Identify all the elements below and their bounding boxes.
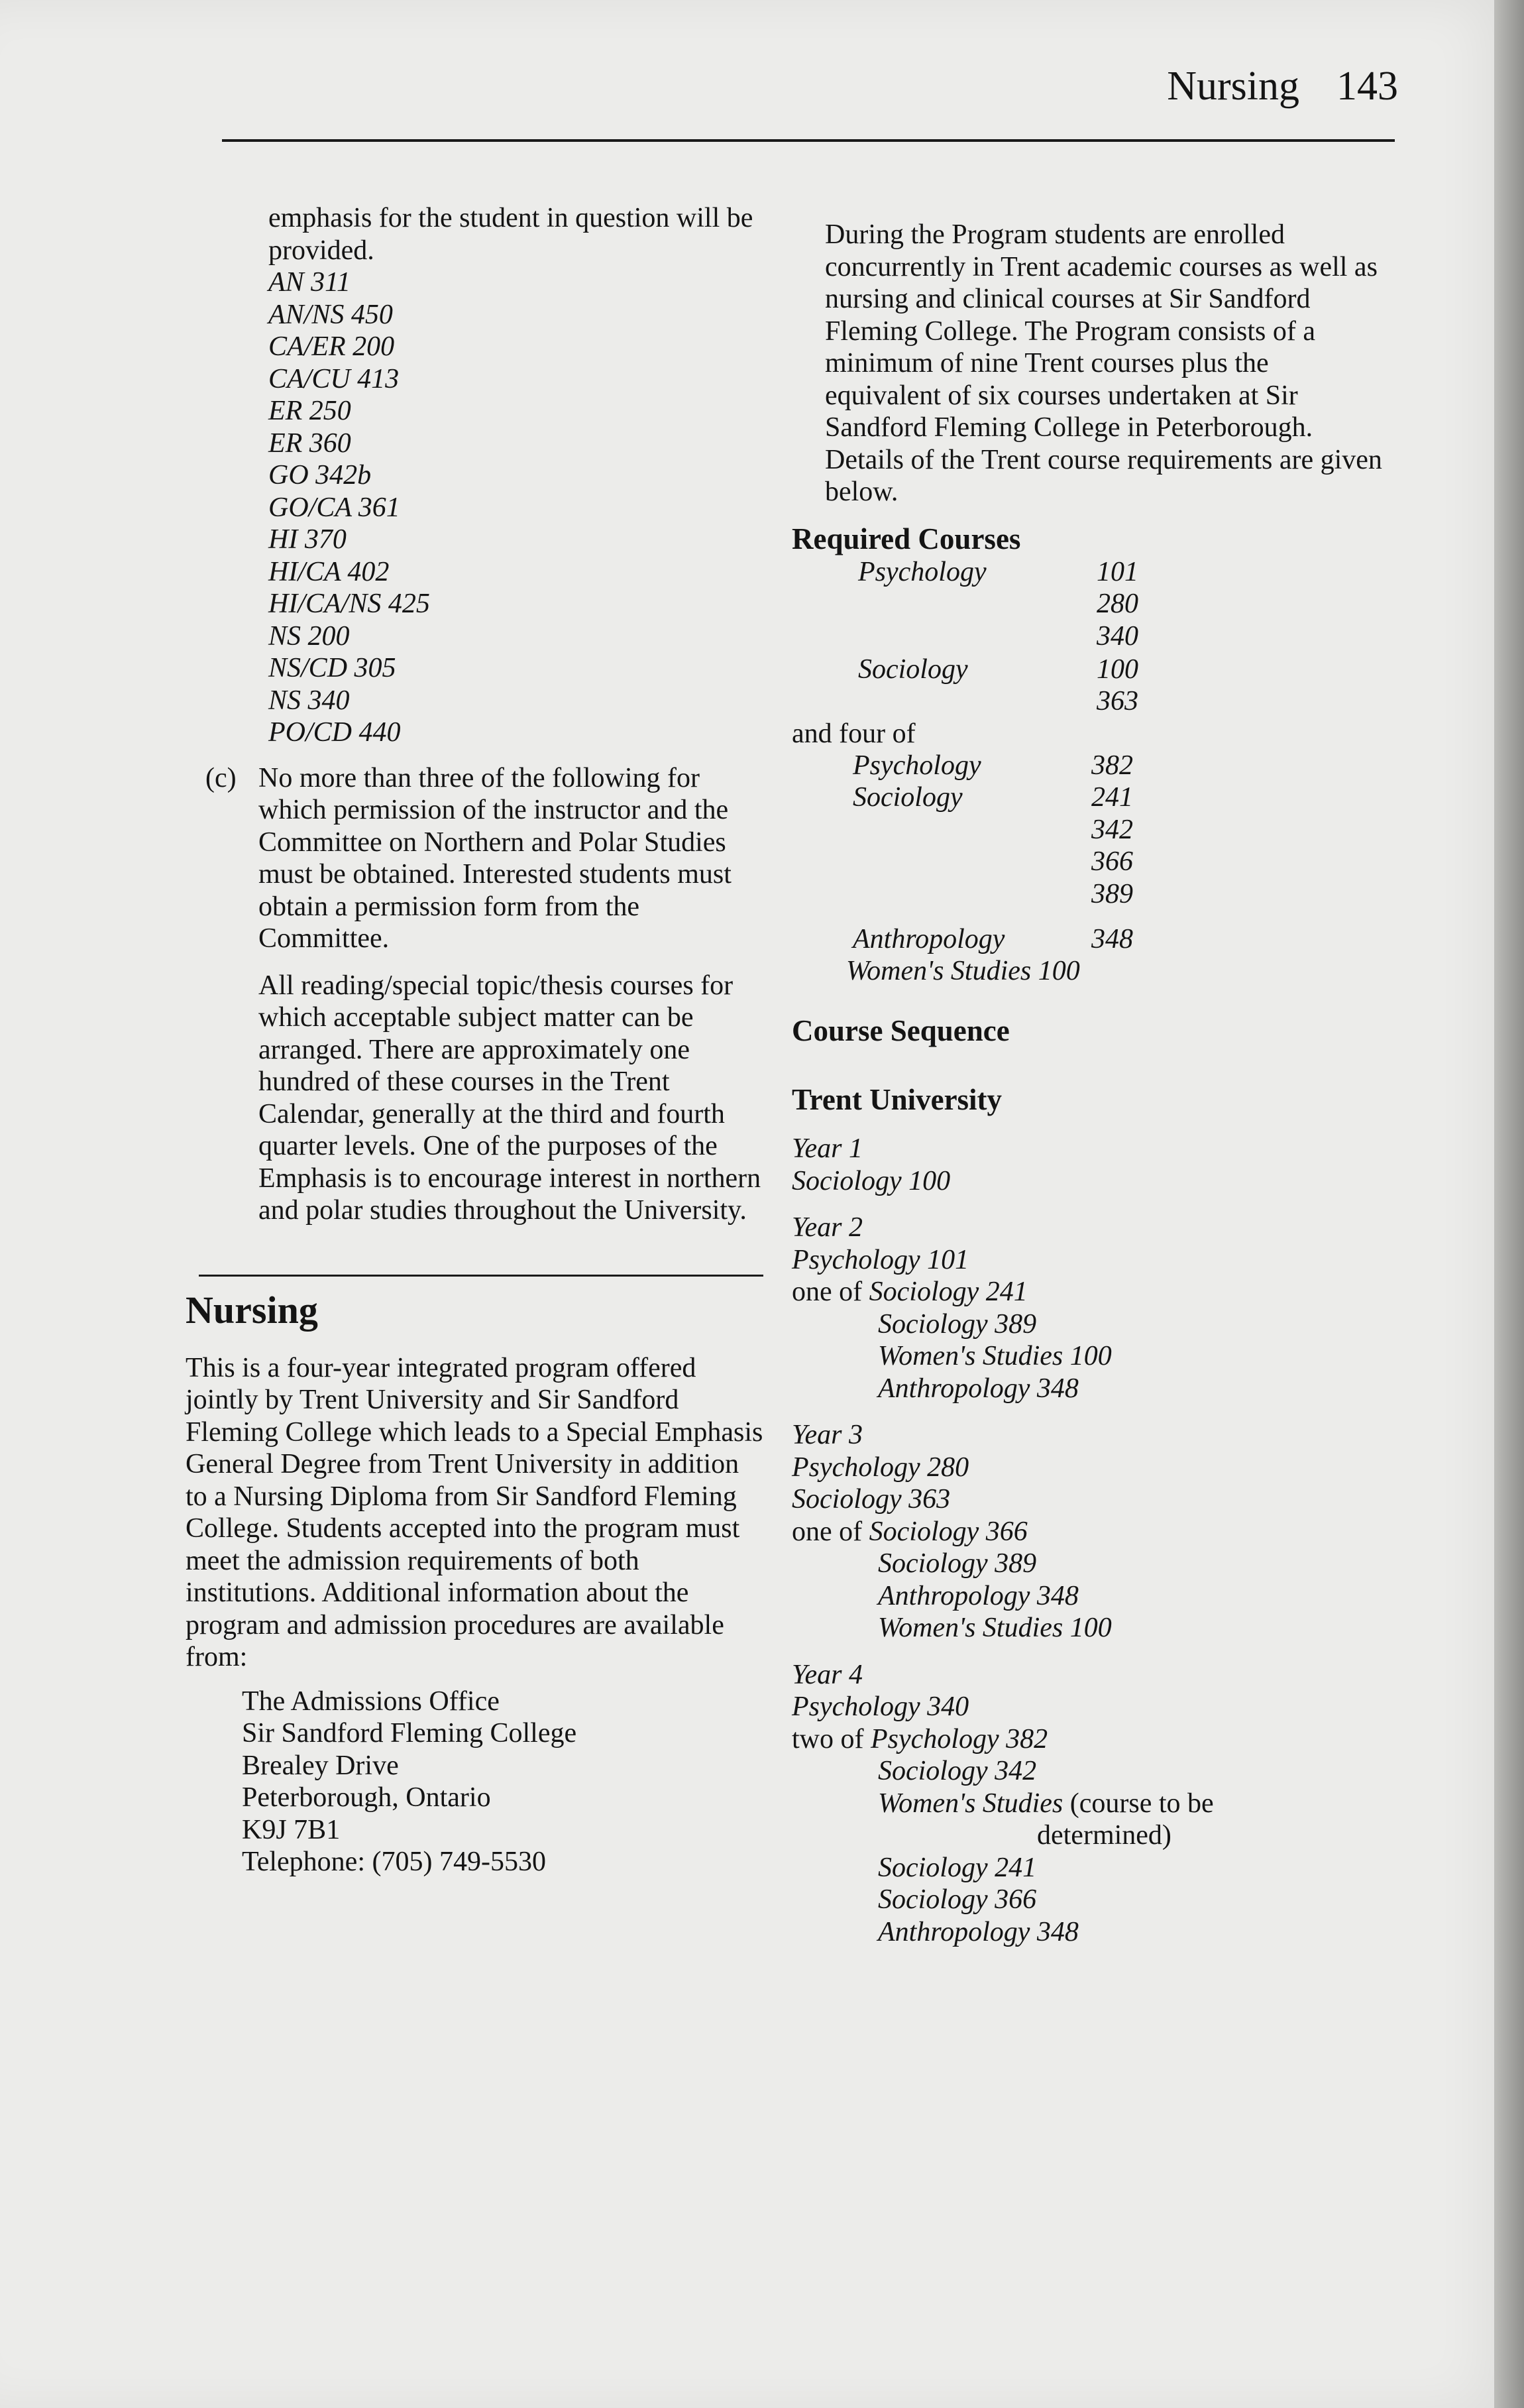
year-4-label: Year 4	[792, 1659, 863, 1690]
one-of-label: one of	[792, 1277, 863, 1307]
intro-text: emphasis for the student in question will be provided.	[268, 203, 753, 266]
course-code: ER 250	[268, 396, 351, 426]
elective-number: 100	[1038, 956, 1080, 986]
elective-number: 389	[1091, 879, 1133, 909]
required-courses-table	[858, 556, 1388, 718]
year-3	[792, 1419, 1388, 1644]
req-subject-sociology: Sociology	[858, 654, 968, 685]
year-2	[792, 1212, 1388, 1405]
req-number: 101	[1097, 556, 1138, 587]
year-1	[792, 1133, 1388, 1197]
elective-subject-psychology: Psychology	[853, 750, 981, 781]
year-2-option: Sociology 241	[869, 1277, 1028, 1307]
req-number: 280	[1097, 588, 1138, 619]
section-rule	[199, 1275, 763, 1277]
item-c	[186, 762, 765, 1227]
year-4-option: Women's Studies	[878, 1788, 1063, 1819]
one-of-label: one of	[792, 1516, 863, 1547]
course-code: ER 360	[268, 428, 351, 459]
telephone: Telephone: (705) 749-5530	[242, 1847, 546, 1877]
elective-number: 366	[1091, 846, 1133, 877]
required-courses-heading: Required Courses	[792, 522, 1021, 555]
nursing-description: This is a four-year integrated program offered jointly by Trent University and Sir Sandford Fleming College which leads to a Special Emphasis General Degree from Trent University in addition to a Nursing Diploma from Sir Sandford Fleming College. Students accepted into the program must meet the admission requirements of both institutions. Additional information about the program and admission procedures are available from:	[186, 1352, 763, 1672]
course-code: AN/NS 450	[268, 299, 393, 330]
two-of-label: two of	[792, 1723, 864, 1754]
req-number: 100	[1097, 654, 1138, 685]
elective-subject-womens-studies: Women's Studies	[846, 956, 1032, 986]
year-4-option: Sociology 342	[878, 1756, 1037, 1786]
page-edge-shadow	[1494, 0, 1524, 2408]
address-line: The Admissions Office	[242, 1686, 500, 1717]
year-4	[792, 1659, 1388, 1949]
year-3-label: Year 3	[792, 1420, 863, 1450]
trent-university-heading: Trent University	[792, 1083, 1003, 1116]
address-line: Peterborough, Ontario	[242, 1782, 491, 1813]
year-2-label: Year 2	[792, 1212, 863, 1243]
and-four-of: and four of	[792, 718, 916, 749]
left-column	[186, 202, 765, 1878]
item-c-paragraph-2: All reading/special topic/thesis courses for which acceptable subject matter can be arranged. There are approximately one hundred of these courses in the Trent Calendar, generally at the third and fourth quarter levels. One of the purposes of the Emphasis is to encourage interest in northern and polar studies throughout the University.	[258, 970, 761, 1226]
item-c-text: No more than three of the following for which permission of the instructor and the Committee on Northern and Polar Studies must be obtained. Interested students must obtain a permission form from the Committee.	[258, 762, 732, 954]
year-3-option: Anthropology 348	[878, 1580, 1079, 1611]
year-1-course: Sociology 100	[792, 1165, 951, 1196]
year-1-label: Year 1	[792, 1133, 863, 1164]
elective-number: 382	[1091, 750, 1133, 781]
course-code: HI/CA 402	[268, 556, 390, 587]
header-rule	[222, 139, 1395, 142]
program-intro: During the Program students are enrolled concurrently in Trent academic courses as well as nursing and clinical courses at Sir Sandford Fleming College. The Program consists of a minimum of nine Trent courses plus the equivalent of six courses undertaken at Sir Sandford Fleming College in Peterborough. Details of the Trent course requirements are given below.	[825, 219, 1382, 507]
header-title: Nursing	[1167, 64, 1299, 109]
course-code: GO/CA 361	[268, 492, 400, 523]
course-code: NS 340	[268, 685, 350, 716]
course-code: PO/CD 440	[268, 717, 401, 748]
course-code: GO 342b	[268, 460, 372, 490]
year-4-option: Sociology 366	[878, 1884, 1037, 1915]
req-subject-psychology: Psychology	[858, 556, 987, 587]
page-number: 143	[1336, 64, 1398, 109]
course-note: (course to be	[1069, 1788, 1214, 1819]
course-code: HI/CA/NS 425	[268, 589, 430, 619]
course-code: CA/CU 413	[268, 363, 400, 394]
address-line: K9J 7B1	[242, 1814, 341, 1845]
address-line: Brealey Drive	[242, 1750, 399, 1781]
item-c-marker: (c)	[205, 762, 237, 793]
course-sequence-heading: Course Sequence	[792, 1014, 1010, 1047]
course-code: CA/ER 200	[268, 331, 395, 362]
year-3-course: Psychology 280	[792, 1452, 969, 1483]
year-4-option: Psychology 382	[871, 1723, 1048, 1754]
elective-womens-studies	[846, 955, 1080, 988]
year-3-option: Women's Studies 100	[878, 1613, 1112, 1643]
course-code: NS/CD 305	[268, 653, 396, 683]
req-number: 363	[1097, 685, 1138, 717]
address-block	[242, 1686, 765, 1878]
year-4-option: Anthropology 348	[878, 1916, 1079, 1947]
right-column	[792, 219, 1388, 1948]
year-2-option: Anthropology 348	[878, 1373, 1079, 1404]
elective-number: 241	[1091, 782, 1133, 813]
elective-courses-table	[846, 750, 1388, 1021]
elective-number: 342	[1091, 815, 1133, 845]
course-note-continued: determined)	[1037, 1820, 1171, 1851]
course-code: NS 200	[268, 620, 350, 652]
req-number: 340	[1097, 620, 1138, 652]
year-2-option: Women's Studies 100	[878, 1341, 1112, 1371]
nursing-heading: Nursing	[186, 1288, 318, 1332]
running-header	[1140, 63, 1398, 110]
year-2-course: Psychology 101	[792, 1244, 969, 1275]
year-3-option: Sociology 366	[869, 1516, 1028, 1547]
course-code: HI 370	[268, 524, 347, 555]
elective-number: 348	[1091, 924, 1133, 954]
year-3-course: Sociology 363	[792, 1484, 951, 1515]
year-4-course: Psychology 340	[792, 1691, 969, 1722]
year-2-option: Sociology 389	[878, 1308, 1037, 1340]
year-3-option: Sociology 389	[878, 1548, 1037, 1579]
address-line: Sir Sandford Fleming College	[242, 1718, 577, 1749]
elective-subject-sociology: Sociology	[853, 782, 963, 813]
course-code: AN 311	[268, 267, 351, 298]
year-4-option: Sociology 241	[878, 1852, 1037, 1883]
course-code-list	[268, 266, 765, 749]
elective-subject-anthropology: Anthropology	[853, 924, 1005, 954]
